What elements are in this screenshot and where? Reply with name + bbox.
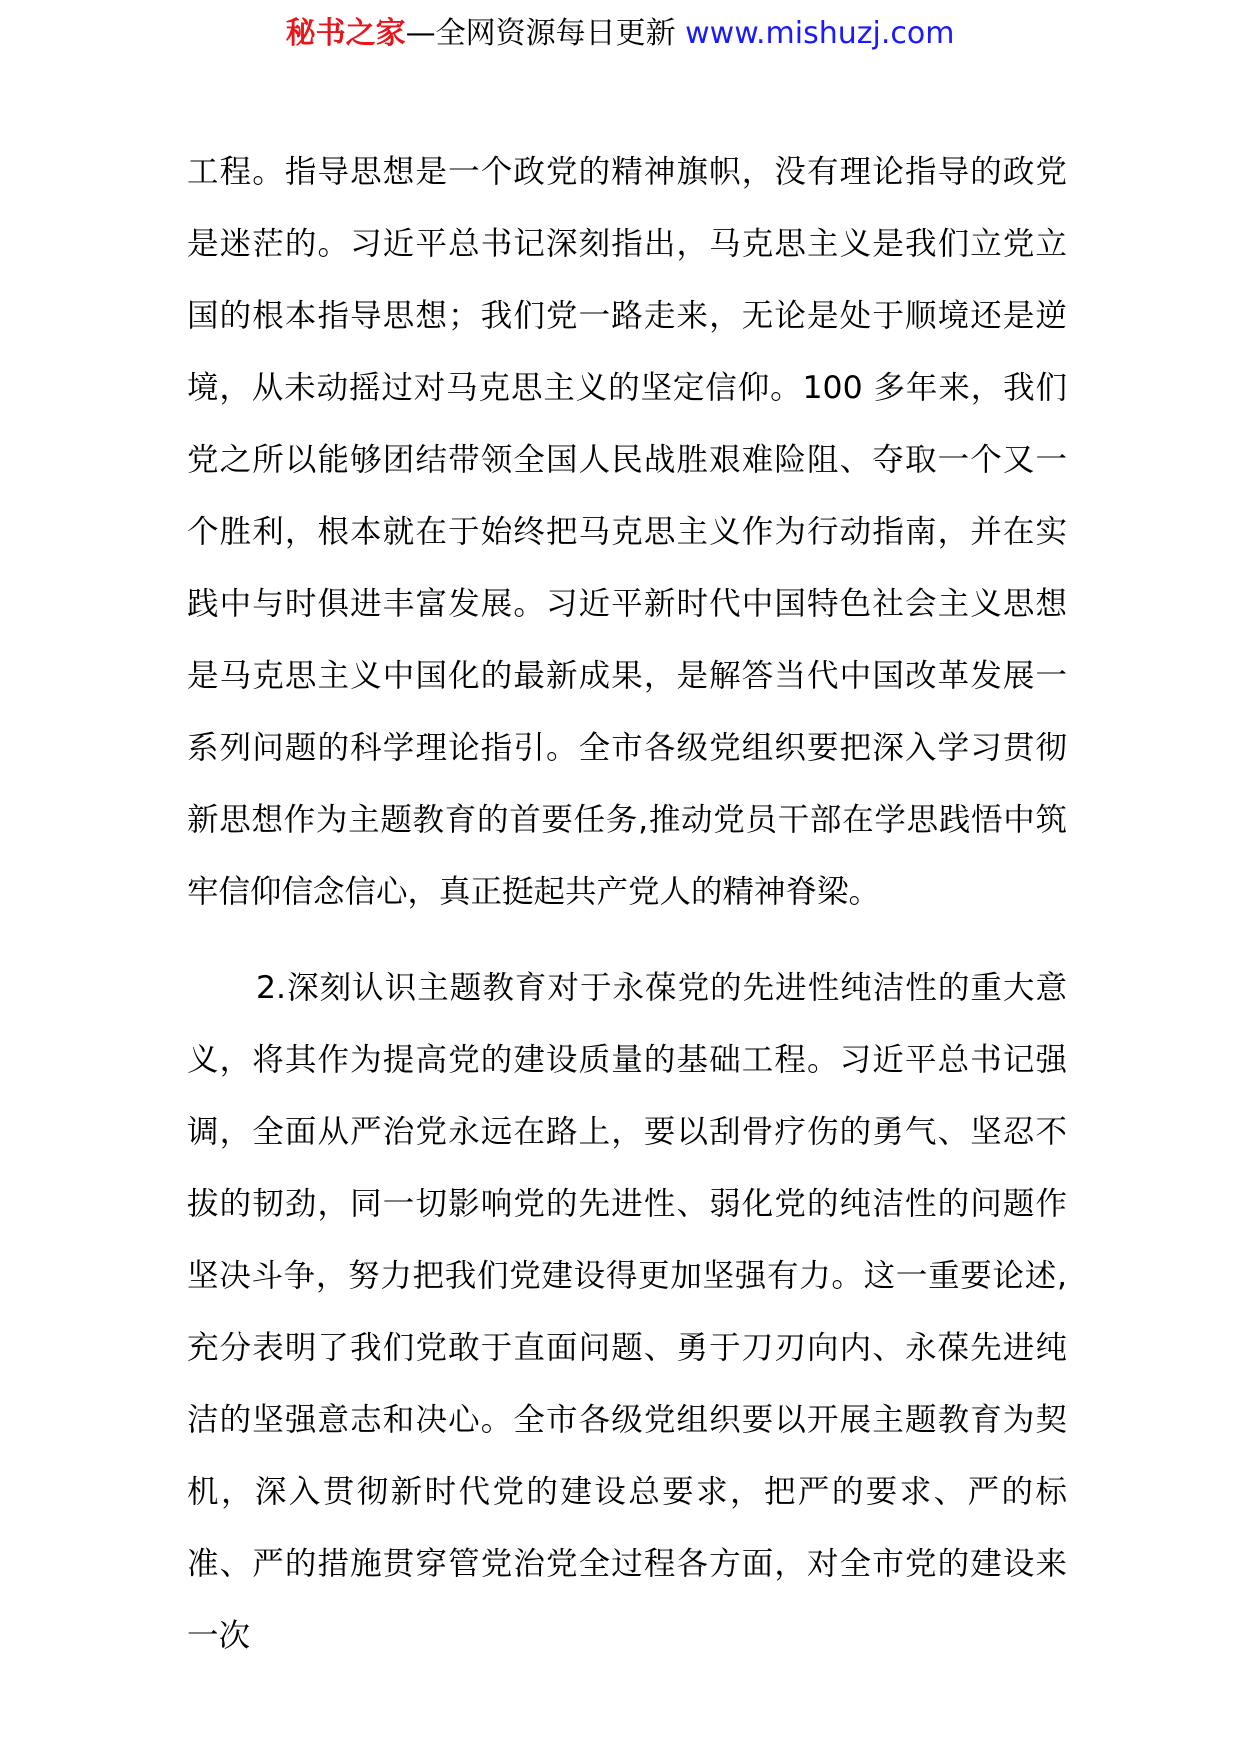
site-tagline: —全网资源每日更新 (405, 16, 686, 51)
paragraph-point-2: 2.深刻认识主题教育对于永葆党的先进性纯洁性的重大意义，将其作为提高党的建设质量的基础工程。习近平总书记强调，全面从严治党永远在路上，要以刮骨疗伤的勇气、坚忍不拔的韧劲，同一切影响党的先进性、弱化党的纯洁性的问题作坚决斗争，努力把我们党建设得更加坚强有力。这一重要论述,充分表明了我们党敢于直面问题、勇于刀刃向内、永葆先进纯洁的坚强意志和决心。全市各级党组织要以开展主题教育为契机，深入贯彻新时代党的建设总要求，把严的要求、严的标准、严的措施贯穿管党治党全过程各方面，对全市党的建设来一次 (187, 970, 1067, 1654)
page-header (0, 14, 1240, 54)
paragraph-continued: 工程。指导思想是一个政党的精神旗帜，没有理论指导的政党是迷茫的。习近平总书记深刻指出，马克思主义是我们立党立国的根本指导思想；我们党一路走来，无论是处于顺境还是逆境，从未动摇过对马克思主义的坚定信仰。100 多年来，我们党之所以能够团结带领全国人民战胜艰难险阻、夺取一个又一个胜利，根本就在于始终把马克思主义作为行动指南，并在实践中与时俱进丰富发展。习近平新时代中国特色社会主义思想是马克思主义中国化的最新成果，是解答当代中国改革发展一系列问题的科学理论指引。全市各级党组织要把深入学习贯彻新思想作为主题教育的首要任务,推动党员干部在学思践悟中筑牢信仰信念信心，真正挺起共产党人的精神脊梁。 (187, 154, 1067, 910)
site-url-link[interactable]: www.mishuzj.com (685, 16, 955, 51)
site-brand: 秘书之家 (285, 16, 406, 51)
article-body (187, 136, 1067, 1672)
